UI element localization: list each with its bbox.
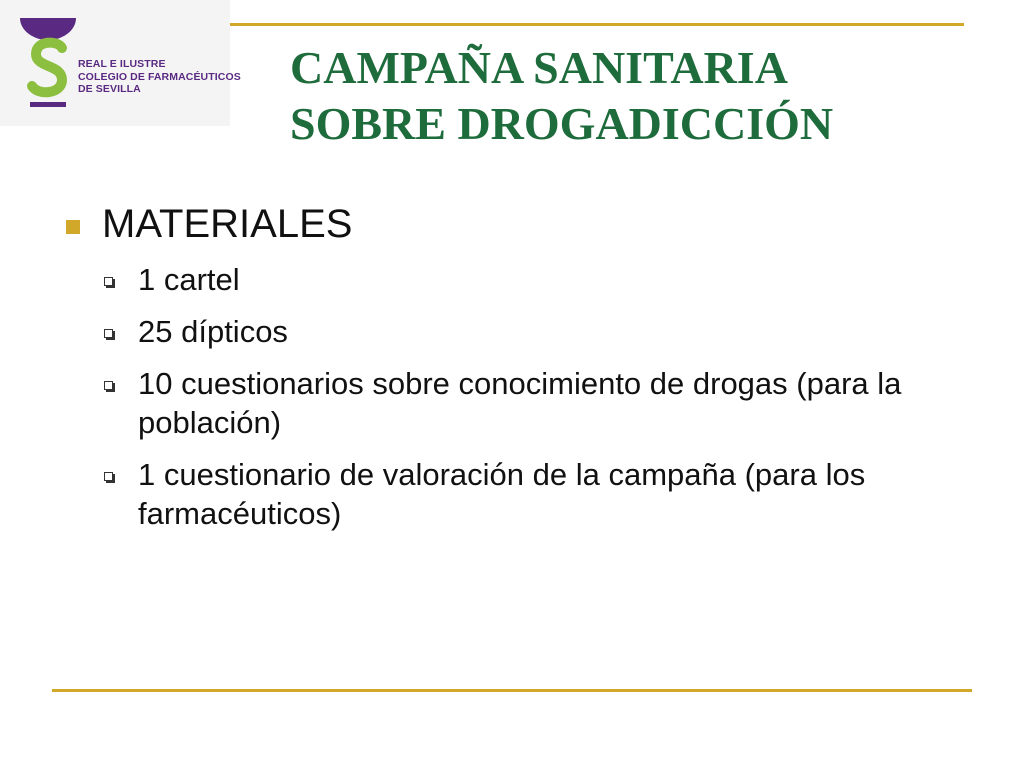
list-item-text: 1 cuestionario de valoración de la campaña (para los farmacéuticos)	[138, 457, 866, 531]
list-item-text: 25 dípticos	[138, 314, 288, 349]
hollow-square-bullet-icon	[104, 381, 113, 390]
cup-s-logo-icon	[18, 14, 78, 110]
title-line-1: CAMPAÑA SANITARIA	[290, 42, 788, 93]
hollow-square-bullet-icon	[104, 277, 113, 286]
title-line-2: SOBRE DROGADICCIÓN	[290, 98, 834, 149]
list-item-text: 1 cartel	[138, 262, 240, 297]
list-item	[102, 312, 972, 351]
hollow-square-bullet-icon	[104, 329, 113, 338]
slide-title	[290, 40, 833, 152]
materials-heading: MATERIALES	[102, 202, 353, 246]
logo-line: DE SEVILLA	[78, 83, 141, 95]
materials-list	[102, 260, 972, 546]
list-item	[102, 364, 972, 442]
logo-line: COLEGIO DE FARMACÉUTICOS	[78, 70, 241, 83]
list-item-text: 10 cuestionarios sobre conocimiento de drogas (para la población)	[138, 366, 902, 440]
list-item	[102, 260, 972, 299]
top-divider	[230, 23, 964, 26]
list-item	[102, 455, 972, 533]
hollow-square-bullet-icon	[104, 472, 113, 481]
logo	[0, 0, 241, 126]
logo-text	[78, 58, 241, 96]
bottom-divider	[52, 689, 972, 692]
square-bullet-icon	[66, 220, 80, 234]
logo-line: REAL E ILUSTRE	[78, 58, 166, 70]
